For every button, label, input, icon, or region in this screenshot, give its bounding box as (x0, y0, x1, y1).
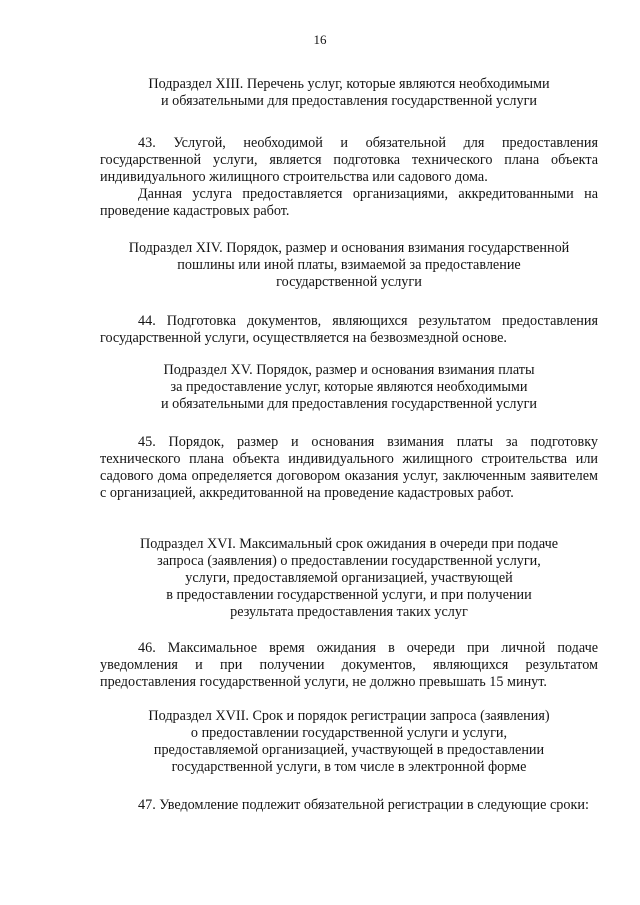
section-heading-xiii (100, 76, 598, 110)
heading-line: Подраздел XVII. Срок и порядок регистрации запроса (заявления) (148, 708, 550, 724)
page-number: 16 (313, 32, 327, 47)
heading-line: за предоставление услуг, которые являются необходимыми (170, 379, 528, 395)
section-heading-xv (100, 362, 598, 413)
heading-line: запроса (заявления) о предоставлении государственной услуги, (157, 553, 541, 569)
heading-line: Подраздел XIII. Перечень услуг, которые являются необходимыми (148, 76, 550, 92)
heading-line: и обязательными для предоставления государственной услуги (160, 93, 538, 109)
heading-line: пошлины или иной платы, взимаемой за предоставление (177, 257, 521, 273)
paragraph-44: 44. Подготовка документов, являющихся результатом предоставления государственной услуги, осуществляется на безвозмездной основе. (100, 313, 598, 346)
heading-line: в предоставлении государственной услуги, и при получении (166, 587, 532, 603)
heading-line: услуги, предоставляемой организацией, участвующей (185, 570, 513, 586)
heading-line: Подраздел XIV. Порядок, размер и основания взимания государственной (128, 240, 570, 256)
section-heading-xvi (100, 536, 598, 621)
section-heading-xvii (100, 708, 598, 776)
section-body-xiii (100, 135, 598, 220)
heading-line: и обязательными для предоставления государственной услуги (160, 396, 538, 412)
section-body-xvii (100, 797, 598, 814)
section-heading-xiv (100, 240, 598, 291)
section-body-xiv (100, 313, 598, 347)
heading-line: результата предоставления таких услуг (230, 604, 468, 620)
section-body-xvi (100, 640, 598, 691)
paragraph-43-note: Данная услуга предоставляется организациями, аккредитованными на проведение кадастровых работ. (100, 186, 598, 219)
heading-line: Подраздел XV. Порядок, размер и основания взимания платы (163, 362, 535, 378)
heading-line: государственной услуги (276, 274, 422, 290)
paragraph-47: 47. Уведомление подлежит обязательной регистрации в следующие сроки: (138, 797, 589, 813)
heading-line: Подраздел XVI. Максимальный срок ожидания в очереди при подаче (139, 536, 559, 552)
paragraph-43: 43. Услугой, необходимой и обязательной для предоставления государственной услуги, является подготовка технического плана объекта индивидуального жилищного строительства или садового дома. (100, 135, 598, 185)
heading-line: предоставляемой организацией, участвующей в предоставлении (153, 742, 545, 758)
section-body-xv (100, 434, 598, 502)
paragraph-45: 45. Порядок, размер и основания взимания платы за подготовку технического плана объекта индивидуального жилищного строительства или садового дома определяется договором оказания услуг, заключенным заявителем с организацией, аккредитованной на проведение кадастровых работ. (100, 434, 598, 501)
heading-line: государственной услуги, в том числе в электронной форме (171, 759, 527, 775)
paragraph-46: 46. Максимальное время ожидания в очереди при личной подаче уведомления и при получении документов, являющихся результатом предоставления государственной услуги, не должно превышать 15 минут. (100, 640, 598, 690)
heading-line: о предоставлении государственной услуги и услуги, (190, 725, 508, 741)
